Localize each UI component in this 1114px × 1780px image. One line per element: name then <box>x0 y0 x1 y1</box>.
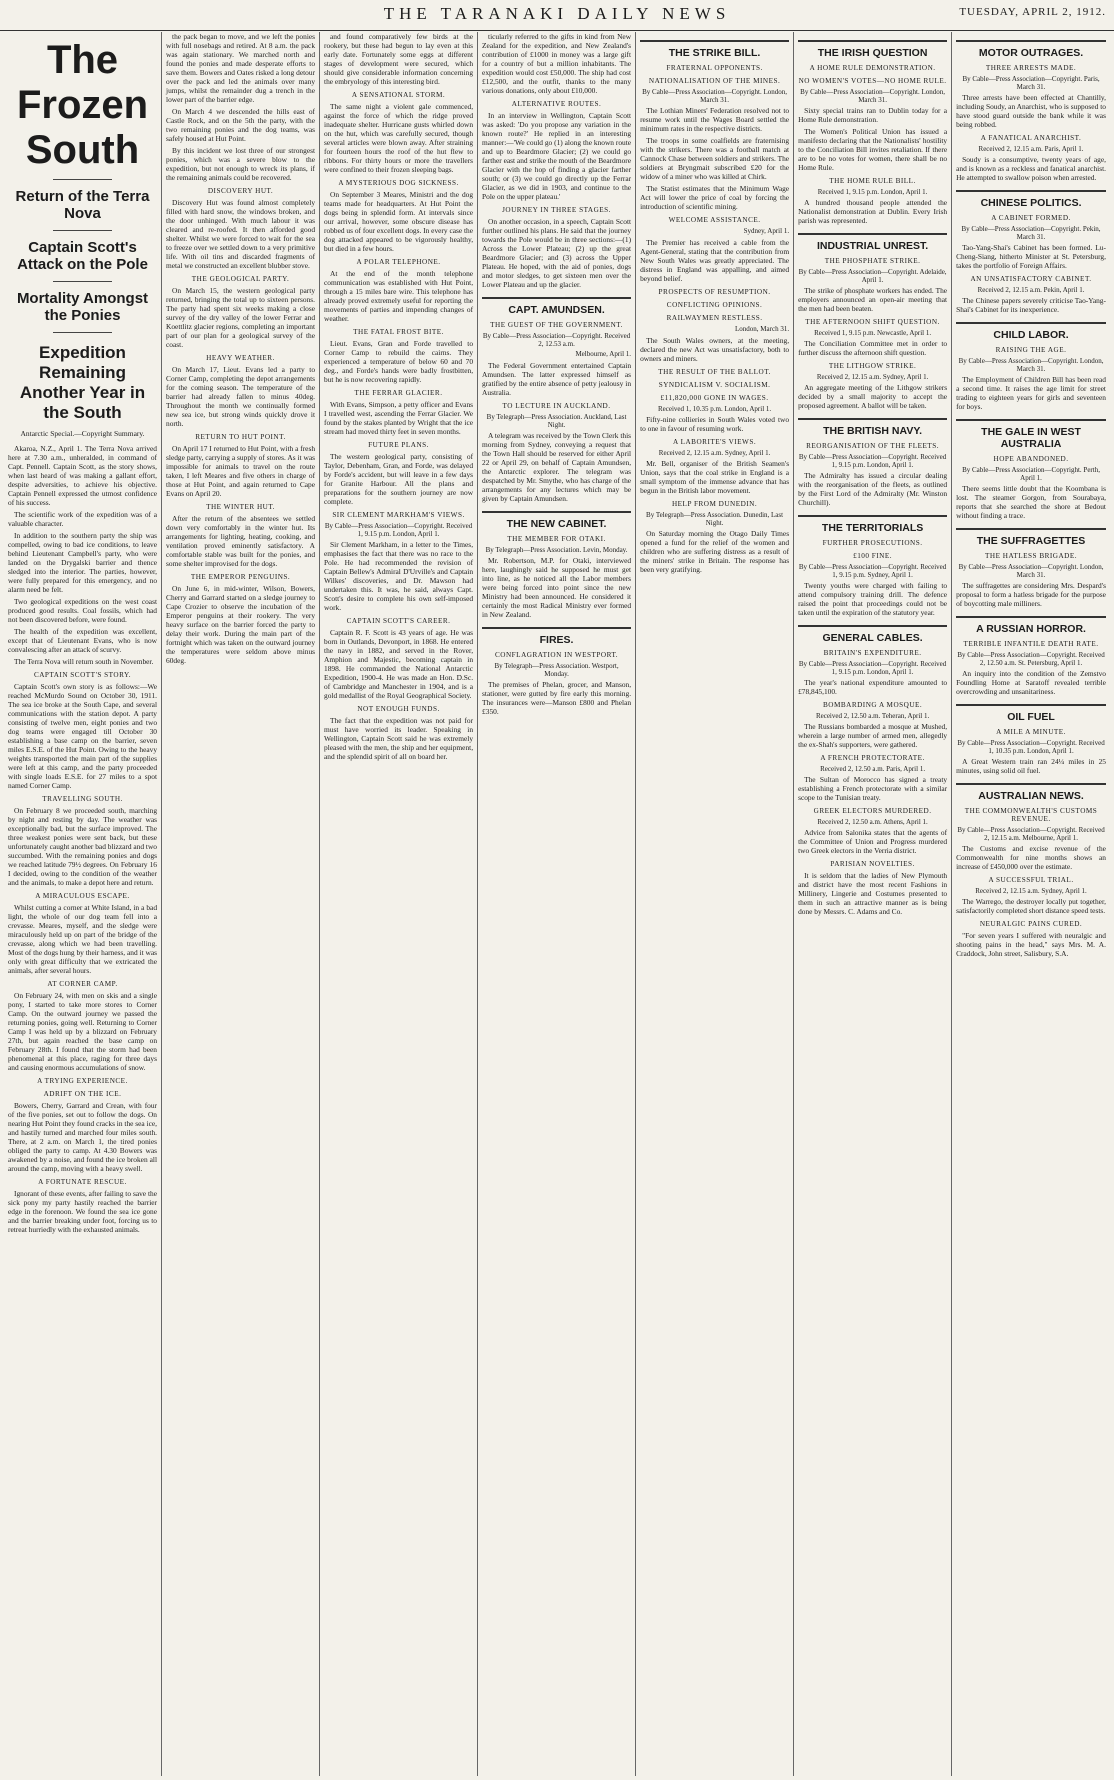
article-paragraph: On April 17 I returned to Hut Point, with a fresh sledge party, carrying a supply of stores. As it was impossible for animals to travel on the route taken, I left Meares and five others in charge of those at Hut Point, and again returned to Cape Evans on April 20. <box>166 444 316 498</box>
article-paragraph: At the end of the month telephone communication was established with Hut Point, through a 15 miles bare wire. This telephone has already proved extremely useful for reporting the movements of parties and impending changes of weather. <box>324 269 474 323</box>
column-3 <box>320 32 478 1776</box>
section-heading: NOT ENOUGH FUNDS. <box>357 705 440 713</box>
section-subheading: BOMBARDING A MOSQUE. <box>822 701 923 709</box>
column-2 <box>162 32 320 1776</box>
section-heading: ALTERNATIVE ROUTES. <box>511 100 602 108</box>
section-subheading: CONFLAGRATION IN WESTPORT. <box>495 651 619 659</box>
section-subheading: WELCOME ASSISTANCE. <box>668 216 761 224</box>
cable-source: By Telegraph—Press Association. Levin, Monday. <box>485 546 628 554</box>
section-heading: ADRIFT ON THE ICE. <box>43 1090 122 1098</box>
section-subheading: REORGANISATION OF THE FLEETS. <box>806 442 940 450</box>
article-paragraph: and found comparatively few birds at the rookery, but these had begun to lay even at this early date. Fortunately some eggs at different stages of development were secured, which should give considerable information concerning the embryology of this interesting bird. <box>324 32 474 86</box>
section-subheading: NEURALGIC PAINS CURED. <box>979 920 1083 928</box>
byline: Antarctic Special.—Copyright Summary. <box>20 429 145 438</box>
section-subheading: NO WOMEN'S VOTES—NO HOME RULE. <box>798 77 947 85</box>
section-heading: CAPTAIN SCOTT'S CAREER. <box>346 617 451 625</box>
section-subheading: TO LECTURE IN AUCKLAND. <box>502 402 611 410</box>
cable-source: By Cable—Press Association—Copyright. Received 2, 12.53 a.m. <box>482 332 631 348</box>
section-subheading: GREEK ELECTORS MURDERED. <box>813 807 932 815</box>
section-heading: SIR CLEMENT MARKHAM'S VIEWS. <box>332 511 465 519</box>
section-headline: THE NEW CABINET. <box>482 511 631 530</box>
section-heading: FUTURE PLANS. <box>368 441 429 449</box>
article-paragraph: A telegram was received by the Town Clerk this morning from Sydney, conveying a request that the Town Hall should be reserved for either April 22 or April 29, on behalf of Captain Amundsen, the Antarctic explorer. The telegram was despatched by Mr. Smythe, who has charge of the arrangements for any lectures which may be given by Captain Amundsen. <box>482 431 632 503</box>
article-paragraph: The Admiralty has issued a circular dealing with the reorganisation of the fleets, as outlined by the First Lord of the Admiralty (Mr. Winston Churchill). <box>798 471 948 507</box>
section-subheading: RAILWAYMEN RESTLESS. <box>666 314 763 322</box>
article-paragraph: On another occasion, in a speech, Captain Scott further outlined his plans. He said that the journey towards the Pole would be in three sections:—(1) Across the Lower Plateau; (2) up the great Beardmore Glacier; and (3) across the Upper Plateau. He hoped, with the aid of ponies, dogs and motor sledges, to get sixteen men over the Lower Plateau and up the glacier. <box>482 217 632 289</box>
article-paragraph: Two geological expeditions on the west coast produced good results. Coal fossils, which had not been discovered before, were found. <box>8 597 158 624</box>
cable-source: Received 2, 12.15 a.m. Pekin, April 1. <box>977 286 1085 294</box>
article-paragraph: It is seldom that the ladies of New Plymouth and district have the most recent Fashions in Millinery, Lingerie and Costumes presented to them in such an attractive manner as is being done by Messrs. C. Adams and Co. <box>798 871 948 916</box>
section-heading: HEAVY WEATHER. <box>206 354 275 362</box>
article-paragraph: The Federal Government entertained Captain Amundsen. The latter expressed himself as gratified by the entire absence of petty jealousy in Australia. <box>482 361 632 397</box>
article-paragraph: On September 3 Meares, Ministri and the dog teams made for headquarters. At Hut Point the dogs being in splendid form. At intervals since our arrival, however, some obscure disease has robbed us of four excellent dogs. In every case the dog attacked appeared to be vigorously healthy, but died in a few hours. <box>324 190 474 253</box>
article-paragraph: On March 15, the western geological party returned, bringing the total up to sixteen persons. The party had spent six weeks making a close survey of the dry valley of the lower Ferrar and Koettlitz glacier regions, completing an important part of our plan for a geological survey of the coast. <box>166 286 316 349</box>
section-subheading: A FANATICAL ANARCHIST. <box>980 134 1082 142</box>
subheadline: Return of the Terra Nova <box>15 188 150 222</box>
section-subheading: A HOME RULE DEMONSTRATION. <box>809 64 936 72</box>
section-subheading: TERRIBLE INFANTILE DEATH RATE. <box>963 640 1099 648</box>
cable-source: By Cable—Press Association—Copyright. Perth, April 1. <box>962 466 1100 482</box>
article-paragraph: The health of the expedition was excellent, except that of Lieutenant Evans, who is now convalescing after an attack of scurvy. <box>8 627 158 654</box>
divider <box>53 230 113 231</box>
article-paragraph: On February 8 we proceeded south, marching by night and resting by day. The weather was exceptionally bad, but the surface improved. The three weakest ponies were sent back, but these unfortunately caught another bad blizzard and two succumbed. With the remaining ponies and dogs we reached latitude 79½ degrees. On February 16 I decided, owing to the condition of the weather and the animals, to make a depot here and return. <box>8 806 158 887</box>
section-subheading: HOPE ABANDONED. <box>993 455 1069 463</box>
section-heading: THE GEOLOGICAL PARTY. <box>191 275 290 283</box>
section-subheading: THE HOME RULE BILL. <box>829 177 916 185</box>
article-paragraph: The same night a violent gale commenced, against the force of which the ridge proved inadequate shelter. Hurricane gusts whirled down on the hut, which was carefully secured, though several articles were blown away. After straining for fourteen hours the roof of the hut flew to ribbons. For thirty hours or more the travellers were confined to their frozen sleeping bags. <box>324 102 474 174</box>
section-heading: A TRYING EXPERIENCE. <box>37 1077 128 1085</box>
section-subheading: A FRENCH PROTECTORATE. <box>820 754 925 762</box>
article-paragraph: On March 4 we descended the hills east of Castle Rock, and on the 5th the party, with the two remaining ponies and the dog teams, was safely housed at Hut Point. <box>166 107 316 143</box>
article-paragraph: On June 6, in mid-winter, Wilson, Bowers, Cherry and Garrard started on a sledge journey to Cape Crozier to observe the incubation of the Emperor penguins at their rookery. The very heavy surface on the barrier forced the party to delay their work. During the main part of the fortnight which was taken on the outward journey the temperatures were seldom above minus 60deg. <box>166 584 316 665</box>
columns <box>4 32 1110 1776</box>
divider <box>53 179 113 180</box>
article-paragraph: The Employment of Children Bill has been read a second time. It raises the age limit for street trading to eighteen years for girls and seventeen for boys. <box>956 375 1106 411</box>
section-subheading: THE AFTERNOON SHIFT QUESTION. <box>805 318 940 326</box>
section-subheading: BRITAIN'S EXPENDITURE. <box>823 649 922 657</box>
article-paragraph: Soudy is a consumptive, twenty years of age, and is known as a reckless and fanatical anarchist. He attempted to swallow poison when arrested. <box>956 155 1106 182</box>
cable-source: By Cable—Press Association—Copyright. London, March 31. <box>958 563 1104 579</box>
section-subheading: £11,820,000 GONE IN WAGES. <box>660 394 769 402</box>
article-paragraph: After the return of the absentees we settled down very comfortably in the winter hut. Its arrangements for lighting, heating, cooking, and ventilation proved eminently satisfactory. A comfortable stable was built for the ponies, and some shelter improvised for the dogs. <box>166 514 316 568</box>
article-paragraph: On Saturday morning the Otago Daily Times opened a fund for the relief of the women and children who are suffering distress as a result of the miners' strike in Britain. The response has been very gratifying. <box>640 529 790 574</box>
article-paragraph: The western geological party, consisting of Taylor, Debenham, Gran, and Forde, was delayed by Forde's accident, but will leave in a few days for Granite Harbour. All the plans and preparations for the southern journey are now complete. <box>324 452 474 506</box>
section-subheading: CONFLICTING OPINIONS. <box>666 301 763 309</box>
section-subheading: NATIONALISATION OF THE MINES. <box>648 77 781 85</box>
section-headline: FIRES. <box>482 627 631 646</box>
section-headline: THE SUFFRAGETTES <box>956 528 1106 547</box>
article-paragraph: On February 24, with men on skis and a single pony, I started to take more stores to Corner Camp. On the outward journey we passed the returning ponies, going well. Returning to Corner Camp I was held up by a blizzard on February 27th, but again reached the base camp on February 28th. I found that the storm had been phenomenal at this place, raging for three days and causing enormous accumulations of snow. <box>8 991 158 1072</box>
section-heading: A FORTUNATE RESCUE. <box>38 1178 127 1186</box>
cable-source: Received 2, 12.15 a.m. Paris, April 1. <box>978 145 1084 153</box>
divider <box>53 332 113 333</box>
section-headline: INDUSTRIAL UNREST. <box>798 233 947 252</box>
newspaper-name: THE TARANAKI DAILY NEWS <box>383 4 731 23</box>
article-paragraph: The Customs and excise revenue of the Commonwealth for nine months shows an increase of £450,000 over the estimate. <box>956 844 1106 871</box>
article-paragraph: An inquiry into the condition of the Zemstvo Foundling Home at Saratoff revealed terrible overcrowding and unsanitariness. <box>956 669 1106 696</box>
section-heading: A SENSATIONAL STORM. <box>351 91 446 99</box>
article-paragraph: The Lothian Miners' Federation resolved not to resume work until the Wages Board settled the minimum rates in the respective districts. <box>640 106 790 133</box>
section-heading: THE FATAL FROST BITE. <box>353 328 444 336</box>
cable-source: Received 1, 9.15 p.m. Newcastle, April 1. <box>814 329 932 337</box>
section-headline: THE TERRITORIALS <box>798 515 947 534</box>
article-paragraph: The fact that the expedition was not paid for must have worried its leader. Speaking in Wellington, Captain Scott said he was extremely pleased with the men, the ship and her equipment, and the splendid spirit of all on board her. <box>324 716 474 761</box>
section-subheading: RAISING THE AGE. <box>995 346 1067 354</box>
article-paragraph: The Warrego, the destroyer locally put together, satisfactorily completed short distance speed tests. <box>956 897 1106 915</box>
cable-source: Received 2, 12.15 a.m. Sydney, April 1. <box>658 449 771 457</box>
section-heading: A MYSTERIOUS DOG SICKNESS. <box>338 179 459 187</box>
article-paragraph: The South Wales owners, at the meeting, declared the new Act was unsatisfactory, both to owners and miners. <box>640 336 790 363</box>
article-paragraph: There seems little doubt that the Koombana is lost. The steamer Gorgon, from Sourabaya, reports that she searched the shore at Bedout without finding a trace. <box>956 484 1106 520</box>
article-paragraph: the pack began to move, and we left the ponies with full nosebags and retired. At 8 a.m. the pack was again stationary. We marched north and found the ponies and made desperate efforts to save them. Bowers and Oates risked a long detour over the pack and led the animals over many jumps, whilst the remainder dug a trench in the lower part of the barrier edge. <box>166 32 316 104</box>
section-subheading: THE LITHGOW STRIKE. <box>828 362 917 370</box>
cable-source: By Telegraph—Press Association. Dunedin, Last Night. <box>646 511 784 527</box>
article-paragraph: The year's national expenditure amounted to £78,845,100. <box>798 678 948 696</box>
section-headline: CHILD LABOR. <box>956 322 1106 341</box>
column-7 <box>952 32 1110 1776</box>
article-paragraph: Captain Scott's own story is as follows:—We reached McMurdo Sound on October 30, 1911. The sea ice broke at the South Cape, and several communications with the station depot. A party consisting of twelve men, eight ponies and two dog teams were engaged till October 30 establishing a base camp on the barrier, seven miles E.S.E. of the Hut Point. Owing to the heavy weights transported the main part of the supplies were left at this camp, and the party proceeded with single loads E.S.E. for 27 miles to a spot named Corner Camp. <box>8 682 158 790</box>
article-paragraph: The strike of phosphate workers has ended. The employers announced an open-air meeting that the men had been beaten. <box>798 286 948 313</box>
section-subheading: THE RESULT OF THE BALLOT. <box>658 368 771 376</box>
section-heading: THE WINTER HUT. <box>206 503 275 511</box>
cable-source: By Cable—Press Association—Copyright. Received 1, 9.15 p.m. London, April 1. <box>798 453 947 469</box>
section-subheading: THE COMMONWEALTH'S CUSTOMS REVENUE. <box>964 807 1098 823</box>
section-heading: A POLAR TELEPHONE. <box>356 258 441 266</box>
main-headline: The Frozen South <box>16 38 149 172</box>
article-paragraph: The Women's Political Union has issued a manifesto declaring that the Nationalists' hostility to the Conciliation Bill invites retaliation. If there are to be no votes for women, there shall be no Home Rule. <box>798 127 948 172</box>
section-subheading: PROSPECTS OF RESUMPTION. <box>658 288 771 296</box>
article-paragraph: Whilst cutting a corner at White Island, in a bad light, the whole of our dog team fell into a crevasse. Meares, myself, and the sledge were miraculously held up on part of the bridge of the crevasse, along which we had been travelling. Most of the dogs hung by their harness, and it was only with great difficulty that we extricated the animals, after several hours. <box>8 903 158 975</box>
section-heading: AT CORNER CAMP. <box>47 980 118 988</box>
column-4 <box>478 32 636 1776</box>
dateline: London, March 31. <box>735 325 790 333</box>
issue-date: TUESDAY, APRIL 2, 1912. <box>959 6 1106 18</box>
section-subheading: PARISIAN NOVELTIES. <box>830 860 915 868</box>
article-paragraph: A Great Western train ran 24¼ miles in 25 minutes, using solid oil fuel. <box>956 757 1106 775</box>
article-paragraph: The suffragettes are considering Mrs. Despard's proposal to form a hatless brigade for the purpose of boycotting male milliners. <box>956 581 1106 608</box>
cable-source: Received 2, 12.50 a.m. Teheran, April 1. <box>815 712 930 720</box>
section-headline: GENERAL CABLES. <box>798 625 947 644</box>
cable-source: Received 2, 12.50 a.m. Athens, April 1. <box>817 818 928 826</box>
article-paragraph: Tao-Yang-Shai's Cabinet has been formed. Lu-Cheng-Siang, hitherto Minister at St. Petersburg, takes the portfolio of Foreign Affairs. <box>956 243 1106 270</box>
cable-source: By Cable—Press Association—Copyright. Received 1, 10.35 p.m. London, April 1. <box>957 739 1105 755</box>
cable-source: Received 1, 10.35 p.m. London, April 1. <box>657 405 772 413</box>
cable-source: Received 2, 12.15 a.m. Sydney, April 1. <box>975 887 1087 895</box>
subheadline: Mortality Amongst the Ponies <box>16 290 149 324</box>
column-1 <box>4 32 162 1776</box>
article-paragraph: Sir Clement Markham, in a letter to the Times, emphasises the fact that there was no race to the Pole. He had recommended the revision of Captain Bellew's Admiral D'Urville's and Captain Wilkes' discoveries, and Dr. Mawson had undertaken this. It was, he said, always Capt. Scott's desire to complete his own self-imposed work. <box>324 540 474 612</box>
section-subheading: FURTHER PROSECUTIONS. <box>822 539 923 547</box>
section-subheading: £100 FINE. <box>853 552 893 560</box>
section-heading: RETURN TO HUT POINT. <box>195 433 286 441</box>
article-paragraph: The premises of Phelan, grocer, and Manson, stationer, were gutted by fire early this morning. The insurances were—Manson £800 and Phelan £350. <box>482 680 632 716</box>
divider <box>53 281 113 282</box>
article-paragraph: The Statist estimates that the Minimum Wage Act will lower the price of coal by forcing the introduction of scientific mining. <box>640 184 790 211</box>
article-paragraph: Sixty special trains ran to Dublin today for a Home Rule demonstration. <box>798 106 948 124</box>
article-paragraph: With Evans, Simpson, a petty officer and Evans I travelled west, ascending the Ferrar Glacier. We found by the stakes planted by Wright that the ice stream had moved thirty feet in seven months. <box>324 400 474 436</box>
cable-source: By Cable—Press Association—Copyright. Received 1, 9.15 p.m. London, April 1. <box>324 522 473 538</box>
cable-source: By Cable—Press Association—Copyright. Pekin, March 31. <box>961 225 1101 241</box>
section-subheading: A MILE A MINUTE. <box>996 728 1066 736</box>
article-paragraph: The Premier has received a cable from the Agent-General, stating that the contribution from New South Wales was greatly appreciated. The distress in England was appalling, and aimed beyond belief. <box>640 238 790 283</box>
section-subheading: FRATERNAL OPPONENTS. <box>666 64 763 72</box>
article-paragraph: The Terra Nova will return south in November. <box>14 657 154 666</box>
article-paragraph: Lieut. Evans, Gran and Forde travelled to Corner Camp to rebuild the cairns. They experienced a temperature of below 60 and 70 deg., and Forde's hands were badly frostbitten, but he is now recovering rapidly. <box>324 339 474 384</box>
dateline: Melbourne, April 1. <box>575 350 632 358</box>
cable-source: By Cable—Press Association—Copyright. London, March 31. <box>642 88 787 104</box>
article-paragraph: Twenty youths were charged with failing to attend compulsory training drill. The defence raised the point that proceedings could not be taken until the expiration of the statutory year. <box>798 581 948 617</box>
article-paragraph: Discovery Hut was found almost completely filled with hard snow, the windows broken, and the door unhinged. With much labour it was cleared and re-roofed. It then afforded good shelter. Whilst we were forced to wait for the sea to freeze over we settled down to a very primitive life. With oil tins and discarded fragments of metal we constructed an excellent blubber stove. <box>166 198 316 270</box>
article-paragraph: On March 17, Lieut. Evans led a party to Corner Camp, completing the depot arrangements for the coming season. The temperature of the barrier had already fallen to minus 40deg. Throughout the month we continually formed new sea ice, but strong winds quickly drove it north. <box>166 365 316 428</box>
cable-source: Received 1, 9.15 p.m. London, April 1. <box>817 188 928 196</box>
article-paragraph: ticularly referred to the gifts in kind from New Zealand for the expedition, and New Zealand's contribution of £1000 in money was a large gift for a country of but a million inhabitants. The expedition would cost £50,000. The ship had cost £12,500, and the outfit, thanks to the many various donations, only about £10,000. <box>482 32 632 95</box>
section-subheading: AN UNSATISFACTORY CABINET. <box>970 275 1092 283</box>
article-paragraph: Mr. Bell, organiser of the British Seamen's Union, says that the coal strike in England is a small symptom of the immense advance that has begun in the British labor movement. <box>640 459 790 495</box>
section-heading: TRAVELLING SOUTH. <box>42 795 123 803</box>
section-headline: CHINESE POLITICS. <box>956 190 1106 209</box>
section-headline: THE GALE IN WEST AUSTRALIA <box>956 419 1106 450</box>
cable-source: By Cable—Press Association—Copyright. London, March 31. <box>958 357 1104 373</box>
cable-source: By Cable—Press Association—Copyright. Received 1, 9.15 p.m. London, April 1. <box>798 660 947 676</box>
section-heading: JOURNEY IN THREE STAGES. <box>502 206 611 214</box>
section-subheading: A CABINET FORMED. <box>991 214 1071 222</box>
article-paragraph: Mr. Robertson, M.P. for Otaki, interviewed here, laughingly said he supposed he must get into line, as he noticed all the Labor members were being forced into point since the new Ministry had been announced. He considered it certainly the most Radical Ministry ever formed in New Zealand. <box>482 556 632 619</box>
cable-source: By Cable—Press Association—Copyright. Received 2, 12.50 a.m. St. Petersburg, April 1. <box>957 651 1105 667</box>
section-headline: CAPT. AMUNDSEN. <box>482 297 631 316</box>
article-paragraph: The Conciliation Committee met in order to further discuss the afternoon shift question. <box>798 339 948 357</box>
section-headline: AUSTRALIAN NEWS. <box>956 783 1106 802</box>
article-paragraph: In addition to the southern party the ship was compelled, owing to bad ice conditions, to leave behind Lieutenant Campbell's party, who were landed on the Drygalski barrier and thence sledged into the interior. The parties, however, were fully prepared for this emergency, and no alarm need be felt. <box>8 531 158 594</box>
section-heading: CAPTAIN SCOTT'S STORY. <box>33 671 132 679</box>
cable-source: Received 2, 12.15 a.m. Sydney, April 1. <box>816 373 929 381</box>
cable-source: By Cable—Press Association—Copyright. London, March 31. <box>800 88 946 104</box>
section-subheading: THE MEMBER FOR OTAKI. <box>507 535 606 543</box>
subheadline-large: Expedition Remaining Another Year in the South <box>19 343 146 422</box>
section-heading: THE EMPEROR PENGUINS. <box>190 573 291 581</box>
section-heading: A MIRACULOUS ESCAPE. <box>35 892 130 900</box>
article-paragraph: A hundred thousand people attended the Nationalist demonstration at Dublin. Every Irish parish was represented. <box>798 198 948 225</box>
article-paragraph: The Sultan of Morocco has signed a treaty establishing a French protectorate with a similar scope to the Tunisian treaty. <box>798 775 948 802</box>
column-6 <box>794 32 952 1776</box>
masthead <box>0 0 1114 31</box>
article-paragraph: Advice from Salonika states that the agents of the Committee of Union and Progress murdered two Greek electors in the Verria district. <box>798 828 948 855</box>
article-paragraph: Ignorant of these events, after failing to save the sick pony my party hastily reached the barrier edge in the forenoon. We found the sea ice gone and the barrier breaking under foot, forcing us to retreat hurriedly with the exhausted animals. <box>8 1189 158 1234</box>
cable-source: Received 2, 12.50 a.m. Paris, April 1. <box>820 765 926 773</box>
section-headline: THE BRITISH NAVY. <box>798 418 947 437</box>
section-subheading: THE GUEST OF THE GOVERNMENT. <box>490 321 623 329</box>
article-paragraph: Three arrests have been effected at Chantilly, including Soudy, an Anarchist, who is supposed to have stood guard outside the bank while it was being robbed. <box>956 93 1106 129</box>
section-headline: OIL FUEL <box>956 704 1106 723</box>
cable-source: By Cable—Press Association—Copyright. Received 1, 9.15 p.m. Sydney, April 1. <box>798 563 947 579</box>
article-paragraph: Akaroa, N.Z., April 1. The Terra Nova arrived here at 7.30 a.m., unheralded, in command of Capt. Pennell. Captain Scott, as the story shows, when last heard of was making a gallant effort, despite adversities, to achieve his objective. Captain Pennell expressed the utmost confidence of his success. <box>8 444 158 507</box>
column-5 <box>636 32 794 1776</box>
article-paragraph: In an interview in Wellington, Captain Scott was asked: 'Do you propose any variation in the known route?' He replied in an interesting manner:—'We could go (1) along the known route and up to Beardmore Glacier; (2) we could go farther east and strike the mouth of the Beardmore Glacier with the hop of finding a glacier farther south; or (3) we could go directly up the Ferrar Glacier, as we did in 1903, and continue to the Pole on the upper plateau.' <box>482 111 632 201</box>
article-paragraph: The Russians bombarded a mosque at Mushed, wherein a large number of armed men, allegedly the ex-Shah's supporters, were gathered. <box>798 722 948 749</box>
article-paragraph: Bowers, Cherry, Garrard and Crean, with four of the five ponies, set out to follow the dogs. On nearing Hut Point they found cracks in the sea ice, and hastily turned and marched four miles south. There, at 2 a.m. on March 1, the tired ponies obliged the party to camp. At 4.30 Bowers was awakened by a noise, and found the ice broken all around the camp, moving with a heavy swell. <box>8 1101 158 1173</box>
article-paragraph: The troops in some coalfields are fraternising with the strikers. There was a football match at Cannock Chase between soldiers and strikers. The soldiers at Bryngmait subscribed £20 for the widow of a miner who was killed at Chirk. <box>640 136 790 181</box>
cable-source: By Cable—Press Association—Copyright. Received 2, 12.15 a.m. Melbourne, April 1. <box>957 826 1105 842</box>
section-headline: MOTOR OUTRAGES. <box>956 40 1106 59</box>
section-subheading: SYNDICALISM V. SOCIALISM. <box>658 381 771 389</box>
section-headline: A RUSSIAN HORROR. <box>956 616 1106 635</box>
cable-source: By Telegraph—Press Association. Westport, Monday. <box>494 662 619 678</box>
subheadline: Captain Scott's Attack on the Pole <box>17 239 148 273</box>
article-paragraph: Fifty-nine collieries in South Wales voted two to one in favour of resuming work. <box>640 415 790 433</box>
dateline: Sydney, April 1. <box>743 227 790 235</box>
article-paragraph: By this incident we lost three of our strongest ponies, which was a severe blow to the expedition, but not enough to wreck its plans, if the remaining animals could be recovered. <box>166 146 316 182</box>
section-subheading: THE PHOSPHATE STRIKE. <box>824 257 921 265</box>
section-subheading: HELP FROM DUNEDIN. <box>671 500 758 508</box>
section-subheading: THREE ARRESTS MADE. <box>985 64 1077 72</box>
cable-source: By Telegraph—Press Association. Auckland, Last Night. <box>486 413 627 429</box>
section-headline: THE STRIKE BILL. <box>640 40 789 59</box>
section-headline: THE IRISH QUESTION <box>798 40 947 59</box>
article-paragraph: An aggregate meeting of the Lithgow strikers decided by a small majority to accept the proposed agreement. A ballot will be taken. <box>798 383 948 410</box>
section-heading: THE FERRAR GLACIER. <box>354 389 443 397</box>
article-paragraph: "For seven years I suffered with neuralgic and shooting pains in the head," says Mrs. M. A. Craddock, John street, Salisbury, S.A. <box>956 931 1106 958</box>
section-heading: DISCOVERY HUT. <box>207 187 274 195</box>
cable-source: By Cable—Press Association—Copyright. Adelaide, April 1. <box>798 268 947 284</box>
section-subheading: A LABORITE'S VIEWS. <box>673 438 757 446</box>
article-paragraph: Captain R. F. Scott is 43 years of age. He was born in Outlands, Devonport, in 1868. He entered the navy in 1882, and served in the Rover, Amphion and Majestic, becoming captain in 1898. He commanded the National Antarctic Expedition, 1900-4. He was made an Hon. D.Sc. of Cambridge and Manchester in 1904, and is a gold medallist of the Royal Geographical Society. <box>324 628 474 700</box>
cable-source: By Cable—Press Association—Copyright. Paris, March 31. <box>962 75 1100 91</box>
article-paragraph: The scientific work of the expedition was of a valuable character. <box>8 510 158 528</box>
section-subheading: A SUCCESSFUL TRIAL. <box>988 876 1074 884</box>
section-subheading: THE HATLESS BRIGADE. <box>985 552 1078 560</box>
article-paragraph: The Chinese papers severely criticise Tao-Yang-Shai's Cabinet for its inexperience. <box>956 296 1106 314</box>
